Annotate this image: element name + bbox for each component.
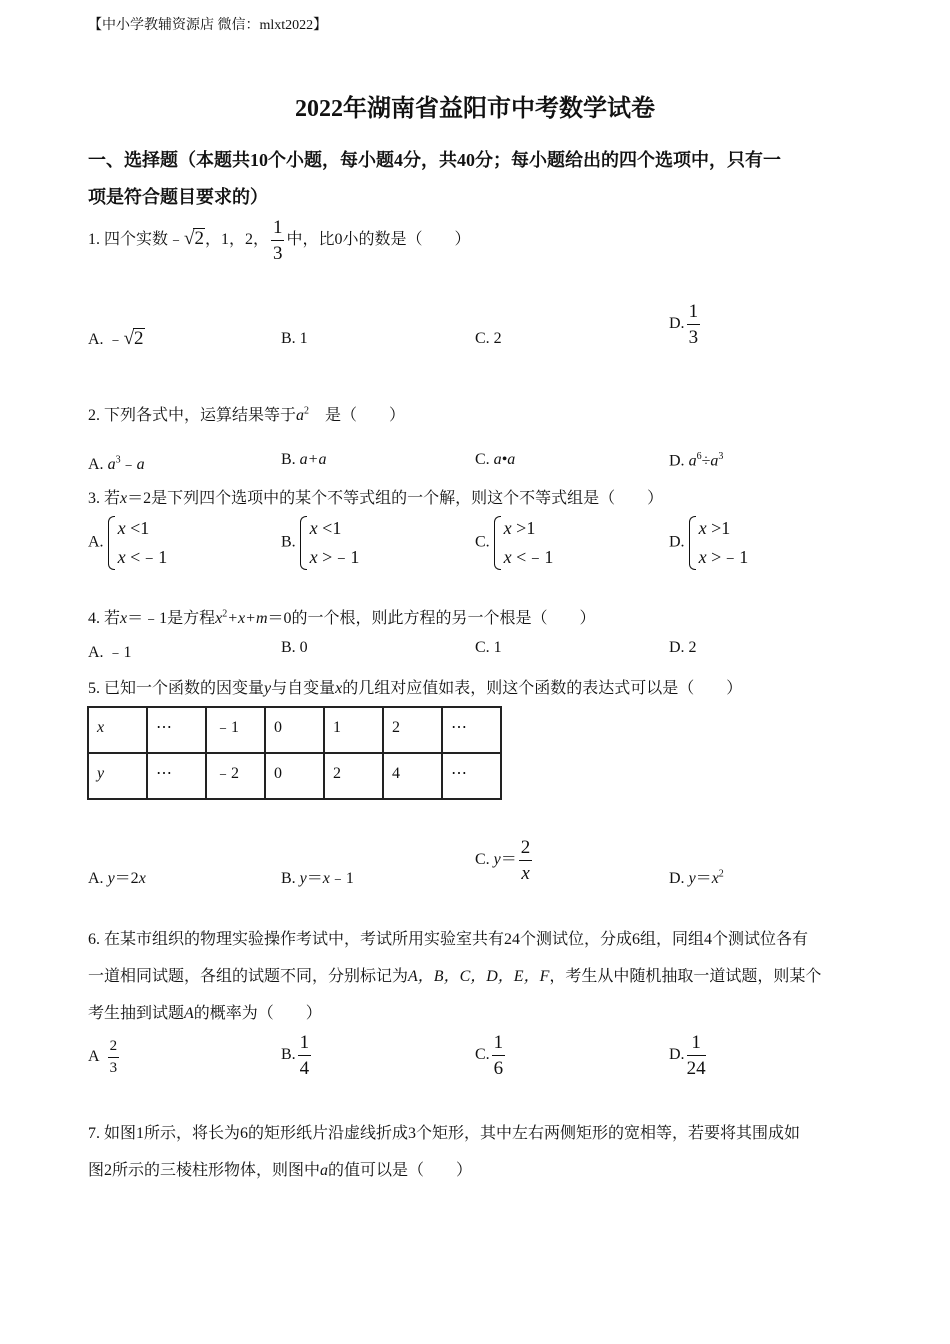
q3-option-d[interactable] bbox=[669, 514, 748, 572]
q5-option-a[interactable] bbox=[88, 865, 146, 888]
q6-line2-p1: 一道相同试题，各组的试题不同，分别标记为 bbox=[88, 968, 409, 985]
q6-c-fraction bbox=[492, 1033, 506, 1078]
q3-option-c[interactable] bbox=[475, 514, 553, 572]
question-3 bbox=[88, 485, 663, 508]
var-x: x bbox=[698, 518, 707, 538]
var-y: y bbox=[107, 870, 115, 887]
q2-b-label: B. bbox=[281, 451, 296, 468]
q6-option-c[interactable] bbox=[475, 1033, 507, 1078]
inequality-rest: >1 bbox=[706, 518, 731, 538]
q4-eq-rest: +x+m bbox=[227, 610, 268, 627]
q2-c-label: C. bbox=[475, 451, 490, 468]
q5-c-num: 2 bbox=[519, 838, 533, 861]
q6-a-den: 3 bbox=[109, 1060, 118, 1076]
q6-a-label: A bbox=[88, 1048, 100, 1066]
var-x: x bbox=[503, 547, 512, 567]
q6-d-label: D. bbox=[669, 1046, 685, 1064]
q5-y: y bbox=[264, 680, 272, 697]
q3-a-label: A. bbox=[88, 533, 104, 551]
q5-b-label: B. bbox=[281, 870, 296, 887]
q6-letters: A，B，C，D，E，F bbox=[408, 968, 550, 985]
table-cell: ⋯ bbox=[442, 707, 501, 753]
q5-option-c[interactable] bbox=[475, 838, 534, 883]
inequality-system bbox=[108, 514, 168, 572]
q4-eq-var: x bbox=[215, 610, 223, 627]
table-cell: 0 bbox=[265, 707, 324, 753]
question-4 bbox=[88, 605, 596, 628]
var-x: x bbox=[309, 518, 318, 538]
q2-c-expr: a•a bbox=[493, 451, 516, 468]
q5-option-d[interactable] bbox=[669, 865, 724, 888]
inequality-rest: <1 bbox=[125, 518, 150, 538]
q5-p3: 的几组对应值如表，则这个函数的表达式可以是（ ） bbox=[342, 680, 743, 697]
q6-b-num: 1 bbox=[298, 1033, 312, 1056]
q7-line2-p2: 的值可以是（ ） bbox=[328, 1162, 473, 1179]
q6-b-den: 4 bbox=[299, 1058, 310, 1079]
q5-d-label: D. bbox=[669, 870, 685, 887]
inequality-line bbox=[310, 514, 360, 543]
cell-text: x bbox=[97, 719, 105, 736]
q6-c-num: 1 bbox=[492, 1033, 506, 1056]
q2-option-d[interactable] bbox=[669, 451, 723, 470]
q5-p1: 5. 已知一个函数的因变量 bbox=[88, 680, 265, 697]
q1-a-radicand: 2 bbox=[134, 328, 144, 349]
table-cell: ﹣2 bbox=[206, 753, 265, 799]
q1-frac-den: 3 bbox=[272, 243, 283, 264]
q5-b-eq: ＝ bbox=[306, 870, 323, 887]
q2-exp: 2 bbox=[304, 405, 310, 417]
sqrt-symbol: √2 bbox=[123, 328, 144, 349]
q2-a-var2: a bbox=[136, 456, 145, 473]
inequality-line bbox=[699, 543, 749, 572]
q2-prefix: 2. 下列各式中，运算结果等于 bbox=[88, 407, 297, 424]
var-x: x bbox=[698, 547, 707, 567]
q2-d-exp: 6 bbox=[696, 451, 702, 462]
inequality-system bbox=[494, 514, 554, 572]
q2-var: a bbox=[296, 407, 305, 424]
q1-option-c[interactable]: C. 2 bbox=[475, 330, 502, 347]
inequality-system bbox=[300, 514, 360, 572]
q3-b-label: B. bbox=[281, 533, 296, 551]
q6-option-d[interactable] bbox=[669, 1033, 708, 1078]
q2-d-var: a bbox=[688, 452, 697, 470]
q2-suffix: 是（ ） bbox=[309, 407, 406, 424]
q3-option-a[interactable] bbox=[88, 514, 167, 572]
q6-b-label: B. bbox=[281, 1046, 296, 1064]
q5-a-eq: ＝2 bbox=[114, 870, 139, 887]
q6-line3-p1: 考生抽到试题 bbox=[88, 1005, 185, 1022]
q5-a-label: A. bbox=[88, 870, 104, 887]
q3-prefix: 3. 若 bbox=[88, 490, 121, 507]
table-row-y bbox=[88, 753, 501, 799]
q1-d-fraction bbox=[687, 302, 701, 347]
q1-prefix: 1. 四个实数﹣ bbox=[88, 231, 185, 249]
cell-text: y bbox=[97, 765, 105, 782]
q6-line3-p2: 的概率为（ ） bbox=[193, 1005, 322, 1022]
question-6-line2 bbox=[88, 963, 821, 986]
inequality-line bbox=[310, 543, 360, 572]
var-x: x bbox=[138, 870, 146, 887]
q4-option-d[interactable]: D. 2 bbox=[669, 639, 697, 656]
q2-a-var: a bbox=[107, 456, 116, 473]
var-y: y bbox=[493, 851, 501, 869]
q1-frac-num: 1 bbox=[271, 218, 285, 241]
q7-line2-p1: 图2所示的三棱柱形物体，则图中 bbox=[88, 1162, 321, 1179]
q6-option-a[interactable] bbox=[88, 1039, 121, 1076]
q5-c-eq: ＝ bbox=[500, 851, 517, 869]
inequality-rest: <﹣1 bbox=[125, 547, 168, 567]
inequality-line bbox=[118, 514, 168, 543]
q6-a-fraction bbox=[108, 1039, 120, 1076]
q6-b-fraction bbox=[298, 1033, 312, 1078]
q4-option-c[interactable]: C. 1 bbox=[475, 639, 502, 656]
q3-c-label: C. bbox=[475, 533, 490, 551]
q1-d-num: 1 bbox=[687, 302, 701, 325]
q1-option-b[interactable]: B. 1 bbox=[281, 330, 308, 347]
table-cell: ⋯ bbox=[442, 753, 501, 799]
table-cell: 4 bbox=[383, 753, 442, 799]
q6-line2-p2: ，考生从中随机抽取一道试题，则某个 bbox=[549, 968, 822, 985]
q4-eq-exp: 2 bbox=[222, 608, 228, 620]
inequality-rest: <﹣1 bbox=[511, 547, 554, 567]
section-heading-line1: 一、选择题（本题共10个小题，每小题4分，共40分；每小题给出的四个选项中，只有一 bbox=[88, 150, 781, 170]
var-x: x bbox=[711, 870, 719, 887]
q5-x: x bbox=[335, 680, 343, 697]
q1-fraction bbox=[271, 218, 285, 263]
q3-suffix: ＝2是下列四个选项中的某个不等式组的一个解，则这个不等式组是（ ） bbox=[127, 490, 664, 507]
var-x: x bbox=[322, 870, 330, 887]
q6-d-fraction bbox=[687, 1033, 706, 1078]
q1-d-label: D. bbox=[669, 315, 685, 333]
question-7-line2 bbox=[88, 1157, 472, 1180]
inequality-system bbox=[689, 514, 749, 572]
q1-option-a[interactable] bbox=[88, 326, 145, 350]
q2-d-op: ÷ bbox=[701, 452, 711, 470]
q1-suffix: 中，比0小的数是（ ） bbox=[286, 231, 471, 249]
value-table bbox=[87, 706, 502, 800]
question-6-line1: 6. 在某市组织的物理实验操作考试中，考试所用实验室共有24个测试位，分成6组，同组4个测试位各有 bbox=[88, 931, 809, 948]
inequality-rest: >1 bbox=[511, 518, 536, 538]
q2-d-exp2: 3 bbox=[718, 451, 724, 462]
q2-b-expr: a+a bbox=[299, 451, 327, 468]
q2-d-var2: a bbox=[710, 452, 719, 470]
q2-option-b[interactable] bbox=[281, 451, 326, 469]
q2-a-exp: 3 bbox=[115, 454, 121, 466]
question-2 bbox=[88, 402, 405, 425]
q7-var: a bbox=[320, 1162, 329, 1179]
question-1 bbox=[88, 218, 470, 263]
q4-var: x bbox=[120, 610, 128, 627]
table-cell: ⋯ bbox=[147, 707, 206, 753]
q2-option-c[interactable] bbox=[475, 451, 515, 469]
table-cell: ﹣1 bbox=[206, 707, 265, 753]
q2-a-label: A. bbox=[88, 456, 104, 473]
question-5 bbox=[88, 675, 742, 698]
q5-d-eq: ＝ bbox=[695, 870, 712, 887]
table-row-x bbox=[88, 707, 501, 753]
q3-option-b[interactable] bbox=[281, 514, 359, 572]
q4-option-a[interactable]: A. ﹣1 bbox=[88, 644, 132, 661]
var-x: x bbox=[503, 518, 512, 538]
page-title: 2022年湖南省益阳市中考数学试卷 bbox=[295, 96, 655, 122]
question-7-line1: 7. 如图1所示，将长为6的矩形纸片沿虚线折成3个矩形，其中左右两侧矩形的宽相等，若要将其围成如 bbox=[88, 1125, 801, 1142]
q6-c-den: 6 bbox=[493, 1058, 504, 1079]
table-cell: 1 bbox=[324, 707, 383, 753]
table-cell bbox=[88, 707, 147, 753]
inequality-line bbox=[118, 543, 168, 572]
q5-c-label: C. bbox=[475, 851, 490, 869]
q6-c-label: C. bbox=[475, 1046, 490, 1064]
q2-a-op: ﹣ bbox=[120, 456, 137, 473]
q3-d-label: D. bbox=[669, 533, 685, 551]
q6-d-den: 24 bbox=[686, 1058, 706, 1079]
q2-d-label: D. bbox=[669, 452, 685, 470]
inequality-line bbox=[504, 543, 554, 572]
q4-option-b[interactable]: B. 0 bbox=[281, 639, 308, 656]
table-cell bbox=[88, 753, 147, 799]
var-y: y bbox=[688, 870, 696, 887]
inequality-rest: >﹣1 bbox=[706, 547, 749, 567]
header-note: 【中小学教辅资源店 微信：mlxt2022】 bbox=[88, 18, 328, 33]
q1-a-label: A. ﹣ bbox=[88, 331, 124, 348]
inequality-rest: >﹣1 bbox=[317, 547, 360, 567]
q1-option-d[interactable] bbox=[669, 302, 702, 347]
q1-radicand: 2 bbox=[194, 228, 204, 250]
table-cell: 2 bbox=[324, 753, 383, 799]
var-x: x bbox=[309, 547, 318, 567]
q5-d-exp: 2 bbox=[718, 868, 724, 880]
q1-d-den: 3 bbox=[688, 327, 699, 348]
q3-var: x bbox=[120, 490, 128, 507]
q1-mid: ，1，2， bbox=[204, 231, 269, 249]
q6-d-num: 1 bbox=[687, 1033, 706, 1056]
question-6-line3 bbox=[88, 1000, 322, 1023]
table-cell: 0 bbox=[265, 753, 324, 799]
q5-c-den: x bbox=[521, 863, 530, 884]
q4-prefix: 4. 若 bbox=[88, 610, 121, 627]
q5-option-b[interactable] bbox=[281, 865, 354, 888]
q6-a-num: 2 bbox=[108, 1039, 120, 1058]
table-cell: ⋯ bbox=[147, 753, 206, 799]
inequality-line bbox=[504, 514, 554, 543]
q2-option-a[interactable] bbox=[88, 451, 145, 474]
section-heading-line2: 项是符合题目要求的） bbox=[88, 187, 268, 207]
table-cell: 2 bbox=[383, 707, 442, 753]
q6-option-b[interactable] bbox=[281, 1033, 313, 1078]
q5-c-fraction bbox=[519, 838, 533, 883]
q6-var: A bbox=[184, 1005, 194, 1022]
q5-p2: 与自变量 bbox=[271, 680, 336, 697]
var-x: x bbox=[117, 518, 126, 538]
q4-p2: ＝﹣1是方程 bbox=[127, 610, 216, 627]
inequality-line bbox=[699, 514, 749, 543]
sqrt-symbol: √2 bbox=[184, 228, 204, 250]
var-x: x bbox=[117, 547, 126, 567]
inequality-rest: <1 bbox=[317, 518, 342, 538]
q4-suffix: ＝0的一个根，则此方程的另一个根是（ ） bbox=[267, 610, 596, 627]
q5-b-tail: ﹣1 bbox=[329, 870, 354, 887]
var-y: y bbox=[299, 870, 307, 887]
